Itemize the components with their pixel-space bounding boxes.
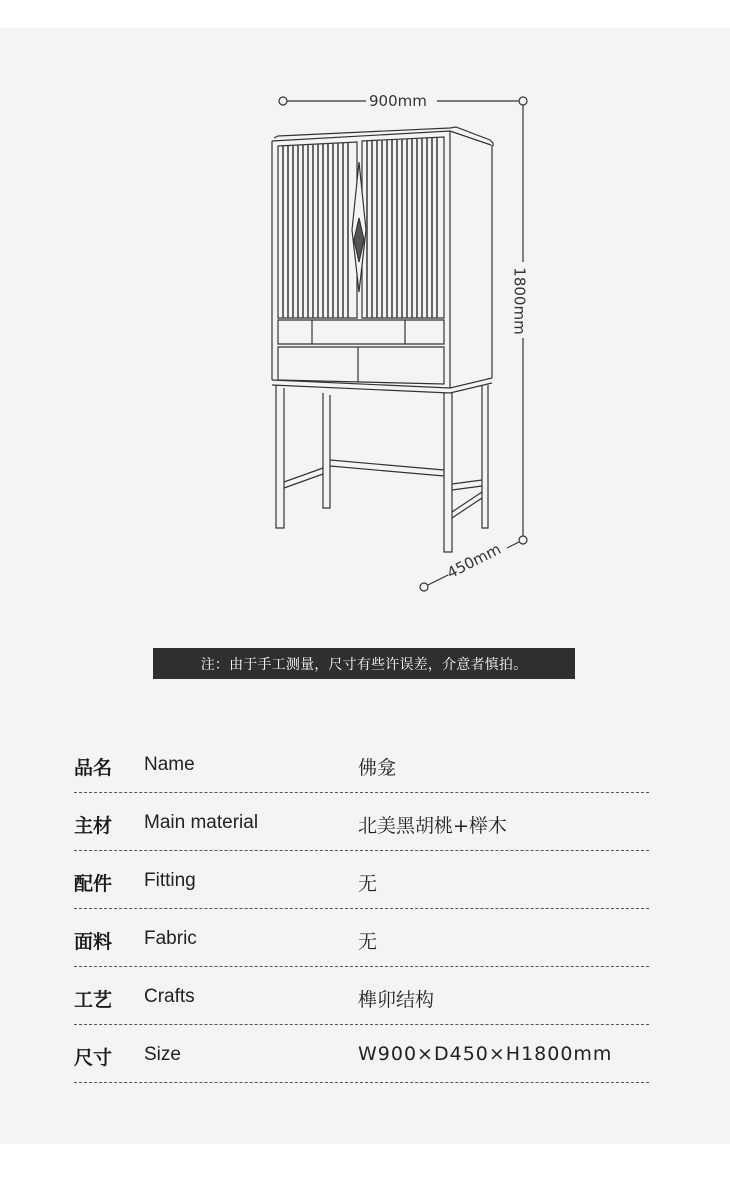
spec-row-size [74,1025,649,1083]
width-dimension-label: 900mm [369,92,427,110]
spec-label-zh: 工艺 [74,989,113,1011]
spec-row-fabric [74,909,649,967]
spec-value: 无 [358,931,378,953]
spec-value: 北美黑胡桃+榉木 [358,815,507,837]
spec-label-zh: 面料 [74,931,113,953]
spec-label-zh: 品名 [74,757,113,779]
spec-label-en: Crafts [144,986,195,1007]
spec-label-zh: 主材 [74,815,113,837]
spec-table [74,735,649,1083]
spec-label-en: Size [144,1044,181,1065]
spec-row-crafts [74,967,649,1025]
spec-value: 佛龛 [358,757,397,779]
height-dimension-label: 1800mm [510,267,529,335]
spec-row-name [74,735,649,793]
spec-label-en: Main material [144,812,259,833]
spec-label-en: Fitting [144,870,196,891]
spec-label-zh: 配件 [74,873,113,895]
spec-label-zh: 尺寸 [74,1047,113,1069]
measurement-note-text: 注：由于手工测量，尺寸有些许误差，介意者慎拍。 [200,656,528,673]
depth-dimension-label: 450mm [444,539,504,583]
spec-label-en: Name [144,754,195,775]
spec-value: W900×D450×H1800mm [358,1043,613,1065]
spec-value: 无 [358,873,378,895]
spec-value: 榫卯结构 [358,989,435,1011]
spec-row-fitting [74,851,649,909]
spec-label-en: Fabric [144,928,197,949]
spec-row-material [74,793,649,851]
measurement-note-banner [153,648,575,679]
